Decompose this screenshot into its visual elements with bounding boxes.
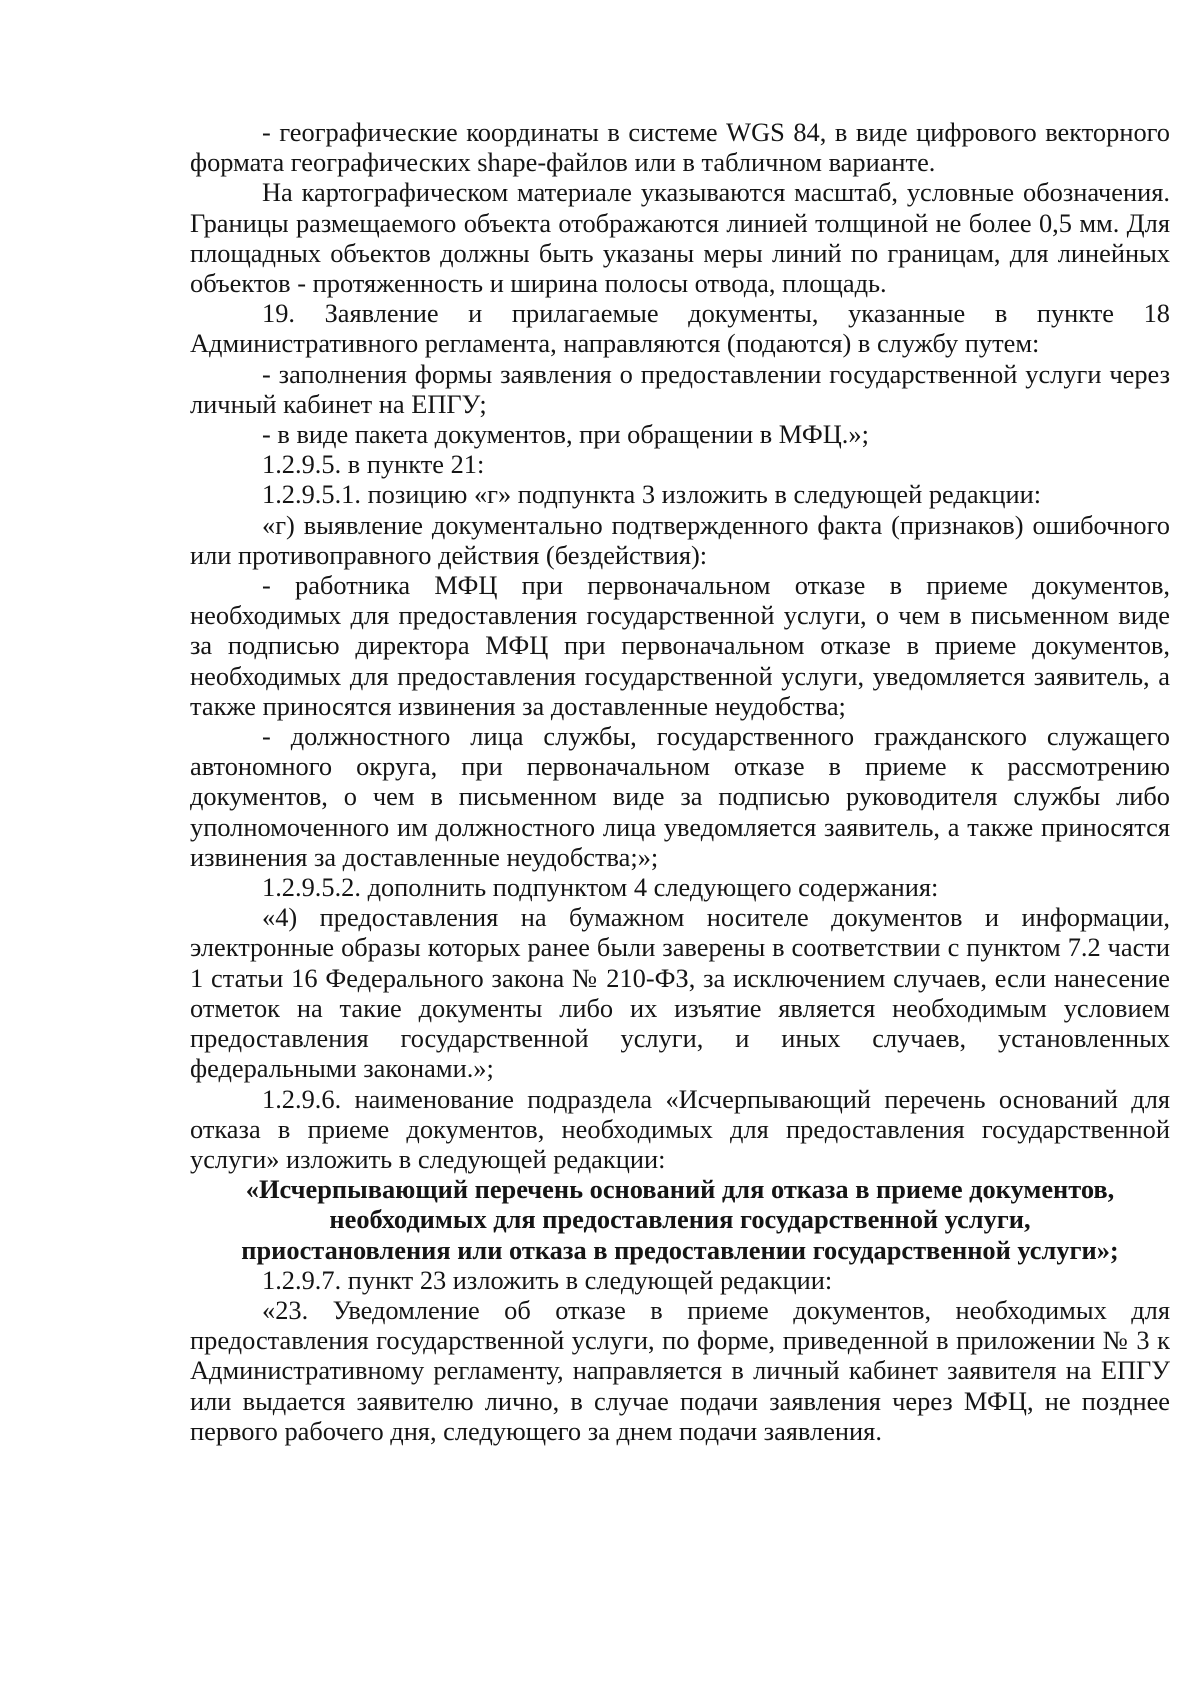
paragraph-epgu-form: - заполнения формы заявления о предоставлении государственной услуги через личный кабинет на ЕПГУ; bbox=[190, 358, 1170, 419]
heading-open-quote: « bbox=[245, 1174, 259, 1205]
heading-title: Исчерпывающий перечень оснований для отказа в приеме документов, необходимых для предоставления государственной услуги, приостановления или отказа в предоставлении государственной услуги bbox=[241, 1174, 1115, 1265]
section-heading bbox=[190, 1174, 1170, 1265]
paragraph-1-2-9-5: 1.2.9.5. в пункте 21: bbox=[262, 449, 485, 480]
paragraph-1-2-9-6: 1.2.9.6. наименование подраздела «Исчерпывающий перечень оснований для отказа в приеме документов, необходимых для предоставления государственной услуги» изложить в следующей редакции: bbox=[190, 1083, 1170, 1174]
paragraph-official: - должностного лица службы, государственного гражданского служащего автономного округа, при первоначальном отказе в приеме к рассмотрению документов, о чем в письменном виде за подписью руководителя службы либо уполномоченного им должностного лица уведомляется заявитель, а также приносятся извинения за доставленные неудобства;»; bbox=[190, 721, 1170, 872]
paragraph-cartographic-material: На картографическом материале указываются масштаб, условные обозначения. Границы размещаемого объекта отображаются линией толщиной не более 0,5 мм. Для площадных объектов должны быть указаны меры линий по границам, для линейных объектов - протяженность и ширина полосы отвода, площадь. bbox=[190, 177, 1170, 299]
paragraph-item-19: 19. Заявление и прилагаемые документы, указанные в пункте 18 Административного регламента, направляются (подаются) в службу путем: bbox=[190, 298, 1170, 359]
paragraph-1-2-9-7: 1.2.9.7. пункт 23 изложить в следующей редакции: bbox=[262, 1264, 833, 1295]
paragraph-subitem-4: «4) предоставления на бумажном носителе документов и информации, электронные образы которых ранее были заверены в соответствии с пунктом 7.2 части 1 статьи 16 Федерального закона № 210-ФЗ, за исключением случаев, если нанесение отметок на такие документы либо их изъятие является необходимым условием предоставления государственной услуги, и иных случаев, установленных федеральными законами.»; bbox=[190, 902, 1170, 1084]
paragraph-position-g: «г) выявление документально подтвержденного факта (признаков) ошибочного или противоправного действия (бездействия): bbox=[190, 509, 1170, 570]
heading-close-quote: »; bbox=[1096, 1234, 1119, 1265]
document-body bbox=[190, 117, 1170, 1446]
paragraph-coordinates: - географические координаты в системе WGS 84, в виде цифрового векторного формата географических shape-файлов или в табличном варианте. bbox=[190, 117, 1170, 178]
paragraph-mfc-worker: - работника МФЦ при первоначальном отказе в приеме документов, необходимых для предоставления государственной услуги, о чем в письменном виде за подписью директора МФЦ при первоначальном отказе в приеме документов, необходимых для предоставления государственной услуги, уведомляется заявитель, а также приносятся извинения за доставленные неудобства; bbox=[190, 570, 1170, 721]
paragraph-mfc-package: - в виде пакета документов, при обращении в МФЦ.»; bbox=[262, 419, 869, 450]
paragraph-1-2-9-5-1: 1.2.9.5.1. позицию «г» подпункта 3 изложить в следующей редакции: bbox=[262, 479, 1042, 510]
paragraph-1-2-9-5-2: 1.2.9.5.2. дополнить подпунктом 4 следующего содержания: bbox=[262, 872, 939, 903]
paragraph-item-23: «23. Уведомление об отказе в приеме документов, необходимых для предоставления государственной услуги, по форме, приведенной в приложении № 3 к Административному регламенту, направляется в личный кабинет заявителя на ЕПГУ или выдается заявителю лично, в случае подачи заявления через МФЦ, не позднее первого рабочего дня, следующего за днем подачи заявления. bbox=[190, 1294, 1170, 1446]
